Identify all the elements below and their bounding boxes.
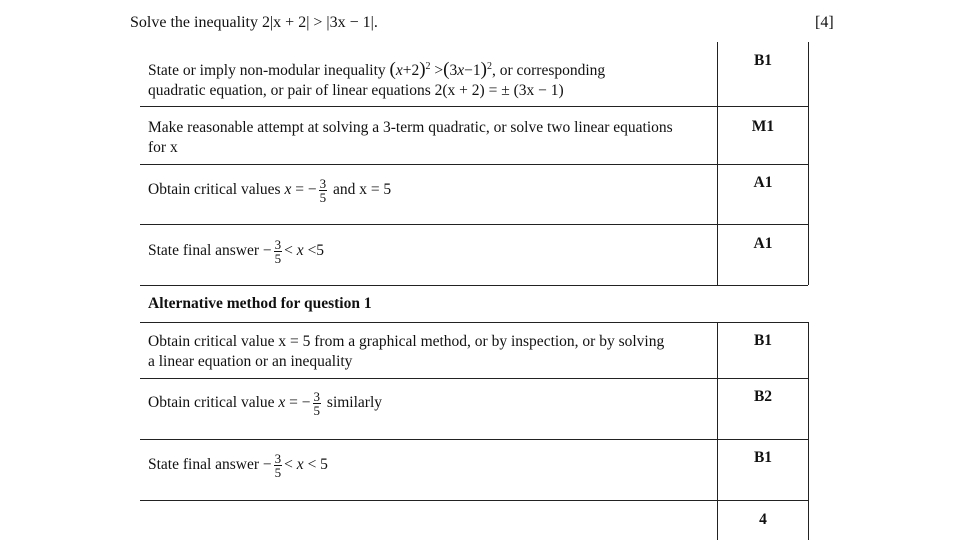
total-marks: 4	[759, 511, 767, 528]
mark-b2: B2	[753, 388, 773, 405]
column-divider	[808, 322, 809, 540]
row-divider	[140, 224, 808, 225]
mark-scheme-row-2: Make reasonable attempt at solving a 3-term quadratic, or solve two linear equations for x	[148, 119, 673, 156]
mark-scheme-row-1: State or imply non-modular inequality $(x+2)^2 >(3x-1)^2$, or corresponding quadratic equation, or pair of linear equations 2(x + 2) = ± (3x − 1)	[148, 59, 606, 100]
row-divider	[140, 378, 808, 379]
mark-scheme-row-3: Obtain critical values x = − $\frac{3}{5}$ and x = 5	[148, 176, 392, 205]
row-divider	[140, 322, 808, 323]
alt-row-3: State final answer − $\frac{3}{5}$ < x < 5	[148, 451, 328, 480]
row-divider	[140, 500, 808, 501]
column-divider	[808, 42, 809, 285]
mark-b1: B1	[753, 332, 773, 349]
alt-row-1: Obtain critical value x = 5 from a graphical method, or by inspection, or by solving a linear equation or an inequality	[148, 333, 665, 370]
mark-a1: A1	[753, 174, 773, 191]
row-divider	[140, 106, 808, 107]
row-divider	[140, 285, 808, 286]
mark-b1: B1	[753, 449, 773, 466]
question-text: Solve the inequality 2|x + 2| > |3x − 1|.	[130, 14, 378, 31]
mark-a1: A1	[753, 235, 773, 252]
mark-b1: B1	[753, 52, 773, 69]
question-marks: [4]	[815, 14, 834, 31]
mark-scheme-row-4: State final answer − $\frac{3}{5}$ < x <5	[148, 237, 325, 266]
alternative-heading: Alternative method for question 1	[148, 295, 372, 312]
row-divider	[140, 439, 808, 440]
alt-row-2: Obtain critical value x = − $\frac{3}{5}$ similarly	[148, 389, 383, 418]
mark-m1: M1	[751, 118, 775, 135]
row-divider	[140, 164, 808, 165]
column-divider	[717, 322, 718, 540]
